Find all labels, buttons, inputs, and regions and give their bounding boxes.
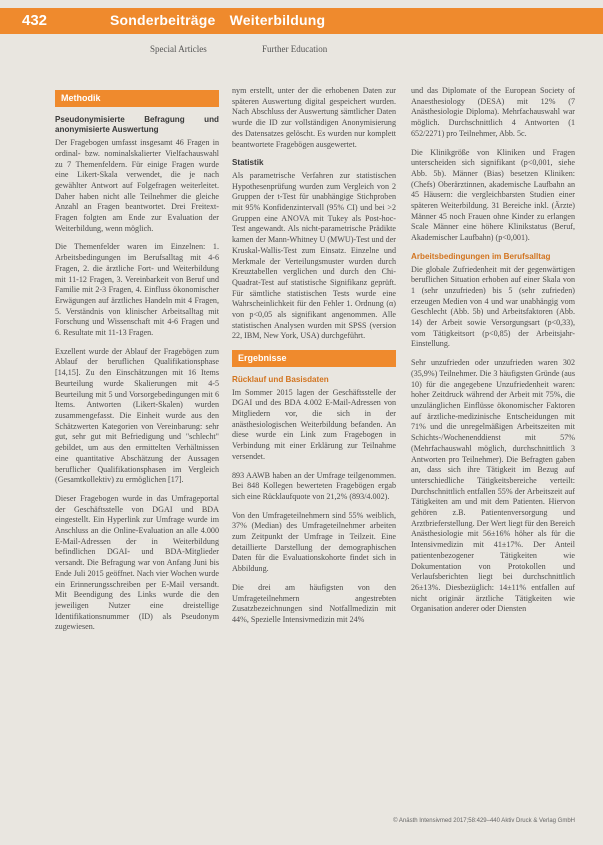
subsection-heading-arbeitsbedingungen: Arbeitsbedingungen im Berufsalltag	[411, 251, 551, 261]
subheader-right: Further Education	[262, 44, 328, 54]
section-heading-methodik: Methodik	[55, 90, 219, 107]
page-header-band	[0, 8, 603, 34]
subheader-left: Special Articles	[150, 44, 207, 54]
paragraph: Dieser Fragebogen wurde in das Umfrageportal der Geschäftsstelle von DGAI und BDA eingestellt. Ein Hyperlink zur Umfrage wurde im Anschluss an die Online-Evaluation an alle 4.000 E-Mail-Adressen der in Weiterbildung befindlichen DGAI- und BDA-Mitglieder versandt. Die Befragung war von Anfang Juni bis Ende Juli 2015 geöffnet. Nach vier Wochen wurde ein Erinnerungsschreiben per E-Mail versandt. Mit Beendigung des Links wurde die den jeweiligen Nutzer eine dreistellige Identifikationsnummer (ID) als Pseudonym zugewiesen.	[55, 493, 219, 632]
paragraph: nym erstellt, unter der die erhobenen Daten zur späteren Auswertung digital gespeichert wurden. Nach Abschluss der Auswertung sämtlicher Daten wurde die ID zur vollständigen Anonymisierung des Datensatzes gelöscht. Es wurden nur komplett beantwortete Fragebögen ausgewertet.	[232, 86, 396, 149]
paragraph: Als parametrische Verfahren zur statistischen Hypothesenprüfung wurden zum Vergleich von 2 Gruppen der t-Test für unabhängige Stichproben mit 95% Konfidenzintervall (95% CI) und bei >2 Gruppen eine ANOVA mit Tukey als Post-hoc-Test angewandt. Als nicht-parametrische Prädikte kamen der Mann-Whitney U (MWU)-Test und der Kruskal-Wallis-Test zum Einsatz. Einzelne und Merkmale der Verteilungsmuster wurden durch Kreuztabellen verglichen und durch den Chi-Quadrat-Test auf statistische Signifikanz geprüft. Für sämtliche statistischen Tests wurde eine Wahrscheinlichkeit für den Fehler 1. Ordnung (α) von p<0,05 als signifikant angenommen. Alle statistischen Analysen wurden mit SPSS (version 22, IBM, New York, USA) durchgeführt.	[232, 170, 396, 341]
paragraph: 893 AAWB haben an der Umfrage teilgenommen. Bei 848 Kollegen bewerteten Fragebögen ergab sich eine Rücklaufquote von 21,2% (893/4.002).	[232, 470, 396, 501]
section-heading-ergebnisse: Ergebnisse	[232, 350, 396, 367]
subsection-heading: Pseudonymisierte Befragung und anonymisierte Auswertung	[55, 114, 219, 135]
paragraph: Die drei am häufigsten von den Umfrageteilnehmern angestrebten Zusatzbezeichnungen sind Notfallmedizin mit 44%, Spezielle Intensivmedizin mit 24%	[232, 582, 396, 624]
paragraph: Von den Umfrageteilnehmern sind 55% weiblich, 37% (Median) des Umfrageteilnehmer arbeiten zum Zeitpunkt der Umfrage in Teilzeit. Eine detaillierte Darstellung der demographischen Daten für die Evaluationskohorte findet sich in Abbildung.	[232, 510, 396, 574]
paragraph: Im Sommer 2015 lagen der Geschäftsstelle der DGAI und des BDA 4.002 E-Mail-Adressen von Mitgliedern vor, die sich in der anästhesiologischen Weiterbildung befanden. An diese wurde ein Link zum Fragebogen in Verbindung mit einer Erklärung zur Teilnahme versendet.	[232, 387, 396, 461]
paragraph: Die Themenfelder waren im Einzelnen: 1. Arbeitsbedingungen im Berufsalltag mit 4-6 Fragen, 2. die ärztliche Fort- und Weiterbildung mit 11-12 Fragen, 3. Vereinbarkeit von Beruf und Familie mit 2-3 Fragen, 4. Einfluss ökonomischer Erwägungen auf ärztliches Handeln mit 4 Fragen, 5. Verständnis von klinischer Arbeitsalltag mit Forschung und Wissenschaft mit 4-6 Fragen und 6. Resultate mit 11-13 Fragen.	[55, 242, 219, 338]
section-topic: Weiterbildung	[229, 12, 326, 28]
paragraph: Die Klinikgröße von Kliniken und Fragen unterscheiden sich signifikant (p<0,001, siehe Abb. 5b). Männer (Bias) besetzen Kliniken: (Chefs) Oberärztinnen, akademische Laufbahn an 45 Häusern: die vergleichbarsten Studien einer späteren Weiterbildung. 31 Bereiche inkl. (Ärzte) Männer 45 noch Frauen ohne Kinder zu erlangen Scale Männer eine höhere Klinikstatus (Beruf, Akademischer Laufbahn) (p<0,001).	[411, 147, 575, 243]
page-footer: © Anästh Intensivmed 2017;58:429–440 Aktiv Druck & Verlag GmbH	[393, 818, 575, 824]
text-column-2	[232, 86, 396, 806]
section-title: Sonderbeiträge	[110, 12, 216, 28]
paragraph: Die globale Zufriedenheit mit der gegenwärtigen beruflichen Situation erhoben auf einer Skala von 1 (sehr unzufrieden) bis 5 (sehr zufrieden) erzeugen Medien von 4 und war unabhängig vom Geschlecht (Abb. 5b) und Arbeitsfaktoren (Abb. 14) der Arbeit sowie Versorgungsart (p<0,33), vom Tätigkeitsort (p<0,85) der Arbeitsjahr-Einstellung.	[411, 264, 575, 349]
paragraph: Der Fragebogen umfasst insgesamt 46 Fragen in ordinal- bzw. nominalskalierter Vielfachauswahl zu 7 Themenfeldern. Für einige Fragen wurde eine Likert-Skala verwendet, die je nach gewählter Antwort auf Folgefragen weiterleitet. Daher haben nicht alle Teilnehmer die gleiche Anzahl an Fragen beantwortet. Drei Freitext-Fragen folgten am Ende zur Evaluation der Weiterbildung, wenn möglich.	[55, 138, 219, 233]
text-column-1	[55, 86, 219, 806]
paragraph: Exzellent wurde der Ablauf der Fragebögen zum Ablauf der beruflichen Qualifikationsphase [14,15]. Zu den Einschätzungen mit 16 Items Beurteilung wurde Skalierungen mit 4-5 Beurteilung mit 5 und Vorsorgebedingungen mit 6 Items. Antworten (Likert-Skalen) wurden zusammengefasst. Die Einheit wurde aus den Schätzwerten Kategorien von Vereinbarung: sehr gut, sehr gut mit Befriedigung und "schlecht" gebildet, um aus den ermittelten Verhältnissen eine quantitative Abschätzung der Aussagen beruflicher Qualifikationsphasen im Vergleich (Gesamtkollektiv) zu ermöglichen [17].	[55, 346, 219, 485]
running-title	[110, 12, 325, 28]
page-number: 432	[22, 12, 48, 29]
text-column-3	[411, 86, 575, 806]
subsection-heading-ruecklauf: Rücklauf und Basisdaten	[232, 374, 329, 384]
subsection-heading-statistik: Statistik	[232, 158, 264, 168]
paragraph: und das Diplomate of the European Society of Anaesthesiology (DESA) mit 12% (7 Anästhesiologie Diploma). Mehrfachauswahl war möglich. Durchschnittlich 4 Antworten (1 652/2271) pro Teilnehmer, Abb. 5c.	[411, 86, 575, 138]
paragraph: Sehr unzufrieden oder unzufrieden waren 302 (35,9%) Teilnehmer. Die 3 häufigsten Gründe (aus 10) für die angegebene Unzufriedenheit waren: hoher Zeitdruck während der Arbeit mit 75%, die unzulänglichen Einflüsse ökonomischer Faktoren auf ärztliche-medizinische Entscheidungen mit 71% und die unregelmäßigen Arbeitszeiten mit Schichts-/Wochenenddienst mit 57% (Mehrfachauswahl möglich, durchschnittlich 3 Antworten pro Teilnehmer). Die Befragten gaben an, dass sich ihre Tätigkeit im Bezug auf unterschiedliche Tätigkeitsbereiche verteilt: Durchschnittlich entfallen 55% der Arbeitszeit auf Tätigkeiten am und mit dem Patienten. Hiervon gehören z.B. Patientenversorgung und Arztbrieferstellung. Der Wert liegt für den Bereich Anästhesiologie mit 56±16% höher als für die Intensivmedizin mit 41±17%. Der Anteil patientenbezogener Tätigkeiten wie Dokumentation von Protokollen und Verlaufsberichten liegt bei durchschnittlich 26±13%. Diesbezüglich: 14±11% entfallen auf nicht originär ärztliche Tätigkeiten wie Organisation anderer oder Diensten	[411, 358, 575, 614]
